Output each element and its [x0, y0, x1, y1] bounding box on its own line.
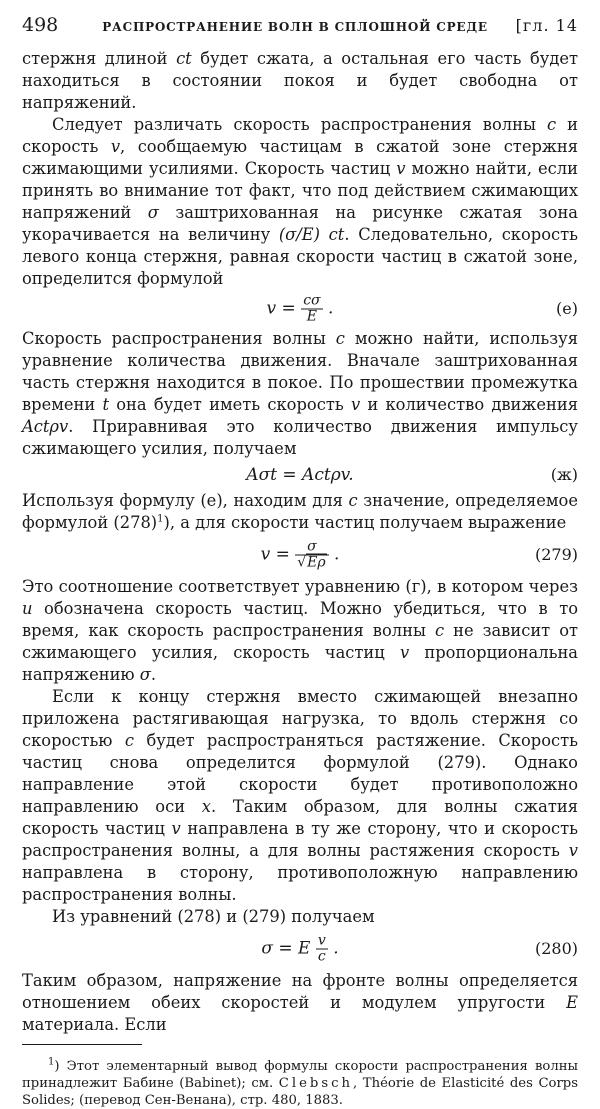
equation-zh: Aσt = Actρv. (ж)	[246, 465, 578, 485]
equation-label: (е)	[556, 299, 578, 318]
paragraph: Следует различать скорость распространения волны c и скорость v, сообщаемую частицам в сжатой зоне стержня сжимающими усилиями. Скорость частиц v можно найти, если принять во внимание тот факт, что под действием сжимающих напряжений σ заштрихованная на рисунке сжатая зона укорачивается на величину (σ/E) ct. Следовательно, скорость левого конца стержня, равная скорости частиц в сжатой зоне, определится формулой	[22, 115, 578, 288]
paragraph: Используя формулу (е), находим для c значение, определяемое формулой $(278)^1$), а для скорости частиц получаем выражение	[22, 491, 578, 532]
running-title: РАСПРОСТРАНЕНИЕ ВОЛН В СПЛОШНОЙ СРЕДЕ	[102, 20, 488, 34]
page-number: 498	[22, 14, 59, 36]
paragraph: Это соотношение соответствует уравнению (г), в котором через u обозначена скорость частиц. Можно убедиться, что в то время, как скорость распространения волны c не зависит от сжимающего усилия, скорость частиц v пропорциональна напряжению σ.	[22, 577, 579, 684]
equation-label: (ж)	[550, 465, 578, 484]
page-header	[22, 14, 578, 48]
equation-280: σ = E $\frac{v}{c}$ . (280)	[261, 932, 578, 965]
paragraph: стержня длиной ct будет сжата, а остальная его часть будет находиться в состоянии покоя и будет свободна от напряжений.	[22, 49, 578, 112]
equation-label: (280)	[534, 939, 578, 958]
paragraph: Скорость распространения волны c можно найти, используя уравнение количества движения. Вначале заштрихованная часть стержня находится в покое. По прошествии промежутка времени t она будет иметь скорость v и количество движения Actρv. Приравнивая это количество движения импульсу сжимающего усилия, получаем	[22, 329, 578, 458]
chapter-label: [гл. 14	[515, 16, 578, 35]
footnote-ref: 1	[157, 513, 164, 525]
paragraph: Если к концу стержня вместо сжимающей внезапно приложена растягивающая нагрузка, то вдоль стержня со скоростью c будет распространяться растяжение. Скорость частиц снова определится формулой (279). Однако направление этой скорости будет противоположно направлению оси x. Таким образом, для волны сжатия скорость частиц v направлена в ту же сторону, что и скорость распространения волны, а для волны растяжения скорость v направлена в сторону, противоположную направлению распространения волны.	[22, 687, 578, 904]
footnote: $^1$) Этот элементарный вывод формулы скорости распространения волны принадлежит Бабине (Babinet); см. Clebsch, Théorie de Elasticité des Corps Solides; (перевод Сен-Венана), стр. 480, 1883.	[22, 1056, 578, 1109]
main-text	[22, 48, 578, 1036]
footnote-divider	[22, 1044, 142, 1045]
equation-e: v = $\frac{c\sigma}{E}$ . (е)	[266, 292, 578, 325]
paragraph: Таким образом, напряжение на фронте волны определяется отношением обеих скоростей и модулем упругости E материала. Если	[22, 971, 578, 1034]
equation-label: (279)	[534, 545, 578, 564]
equation-279: v = $\frac{\sigma}{√E\rho}$ . (279)	[260, 538, 578, 571]
paragraph: Из уравнений (278) и (279) получаем	[52, 907, 375, 926]
